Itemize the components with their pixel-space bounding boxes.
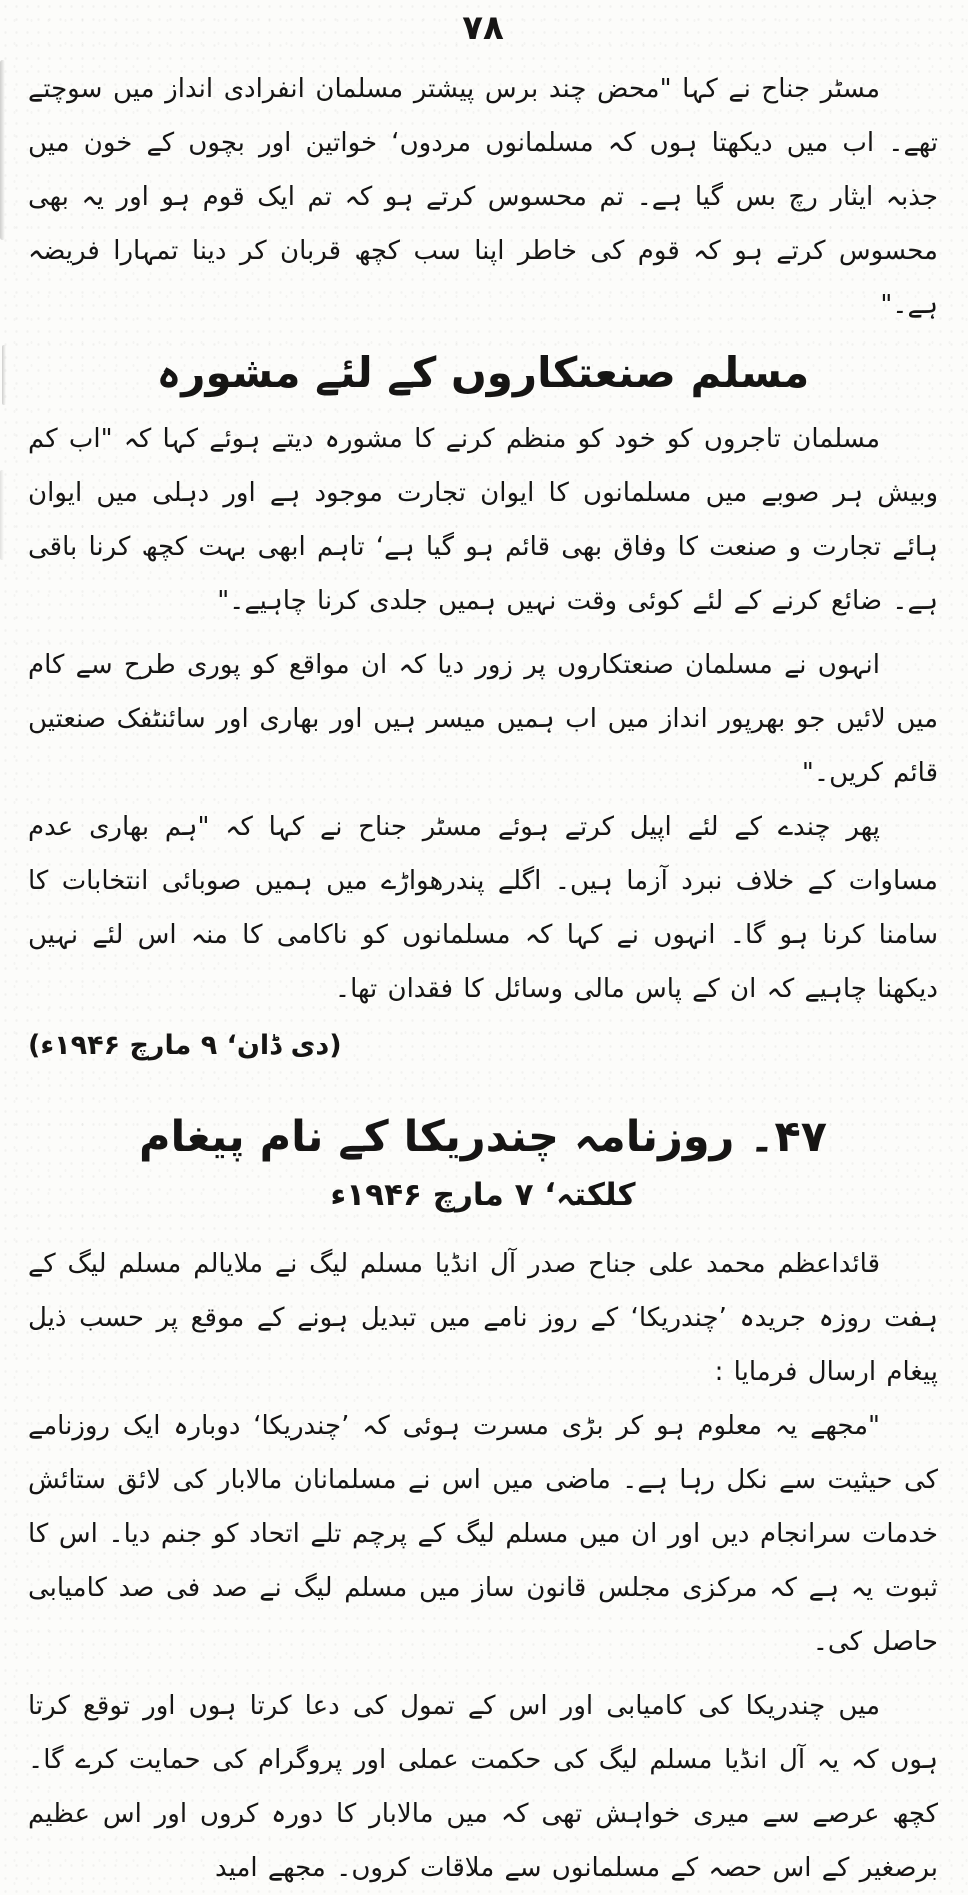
speech-paragraph-4: پھر چندے کے لئے اپیل کرتے ہوئے مسٹر جناح نے کہا کہ "ہم بھاری عدم مساوات کے خلاف نبرد آزما ہیں۔ اگلے پندرھواڑے میں ہمیں صوبائی انتخابات کا سامنا کرنا ہو گا۔ انہوں نے کہا کہ مسلمانوں کو ناکامی کا منہ اس لئے نہیں دیکھنا چاہیے کہ ان کے پاس مالی وسائل کا فقدان تھا۔ [28,812,938,1004]
speech-paragraph-2: مسلمان تاجروں کو خود کو منظم کرنے کا مشورہ دیتے ہوئے کہا کہ "اب کم وبیش ہر صوبے میں مسلمانوں کا ایوان تجارت موجود ہے اور دہلی میں ایوان ہائے تجارت و صنعت کا وفاق بھی قائم ہو گیا ہے‘ تاہم ابھی بہت کچھ کرنا باقی ہے۔ ضائع کرنے کے لئے کوئی وقت نہیں ہمیں جلدی کرنا چاہیے۔" [28,424,938,616]
scan-edge-smudge [2,345,6,405]
source-citation-dawn: (دی ڈان‘ ۹ مارچ ۱۹۴۶ء) [28,1030,342,1061]
scan-edge-smudge [0,470,4,560]
dateline-calcutta: کلکتہ‘ ۷ مارچ ۱۹۴۶ء [330,1177,636,1213]
scan-edge-smudge [0,60,5,240]
message-paragraph-1: "مجھے یہ معلوم ہو کر بڑی مسرت ہوئی کہ ’چندریکا‘ دوبارہ ایک روزنامے کی حیثیت سے نکل رہا ہے۔ ماضی میں اس نے مسلمانان مالابار کی لائق ستائش خدمات سرانجام دیں اور ان میں مسلم لیگ کے پرچم تلے اتحاد کو جنم دیا۔ اس کا ثبوت یہ ہے کہ مرکزی مجلس قانون ساز میں مسلم لیگ نے صد فی صد کامیابی حاصل کی۔ [28,1411,938,1657]
message-intro-paragraph: قائداعظم محمد علی جناح صدر آل انڈیا مسلم لیگ نے ملایالم مسلم لیگ کے ہفت روزہ جریدہ ’چندریکا‘ کے روز نامے میں تبدیل ہونے کے موقع پر حسب ذیل پیغام ارسال فرمایا : [28,1249,938,1387]
message-paragraph-2: میں چندریکا کی کامیابی اور اس کے تمول کی دعا کرتا ہوں اور توقع کرتا ہوں کہ یہ آل انڈیا مسلم لیگ کی حکمت عملی اور پروگرام کی حمایت کرے گا۔ کچھ عرصے سے میری خواہش تھی کہ میں مالابار کا دورہ کروں اور اس عظیم برصغیر کے اس حصہ کے مسلمانوں سے ملاقات کروں۔ مجھے امید [28,1691,938,1883]
speech-paragraph-1: مسٹر جناح نے کہا "محض چند برس پیشتر مسلمان انفرادی انداز میں سوچتے تھے۔ اب میں دیکھتا ہوں کہ مسلمانوں مردوں‘ خواتین اور بچوں کے خون میں جذبہ ایثار رچ بس گیا ہے۔ تم محسوس کرتے ہو کہ تم ایک قوم ہو اور یہ بھی محسوس کرتے ہو کہ قوم کی خاطر اپنا سب کچھ قربان کر دینا تمہارا فریضہ ہے۔" [28,74,938,320]
speech-paragraph-3: انہوں نے مسلمان صنعتکاروں پر زور دیا کہ ان مواقع کو پوری طرح سے کام میں لائیں جو بھرپور انداز میں اب ہمیں میسر ہیں اور بھاری اور سائنٹفک صنعتیں قائم کریں۔" [28,650,938,788]
section-heading-muslim-industrialists: مسلم صنعتکاروں کے لئے مشورہ [156,348,810,397]
page-number: ۷۸ [462,8,504,48]
numbered-section-heading-chandrika-message: ۴۷۔ روزنامہ چندریکا کے نام پیغام [139,1112,827,1162]
